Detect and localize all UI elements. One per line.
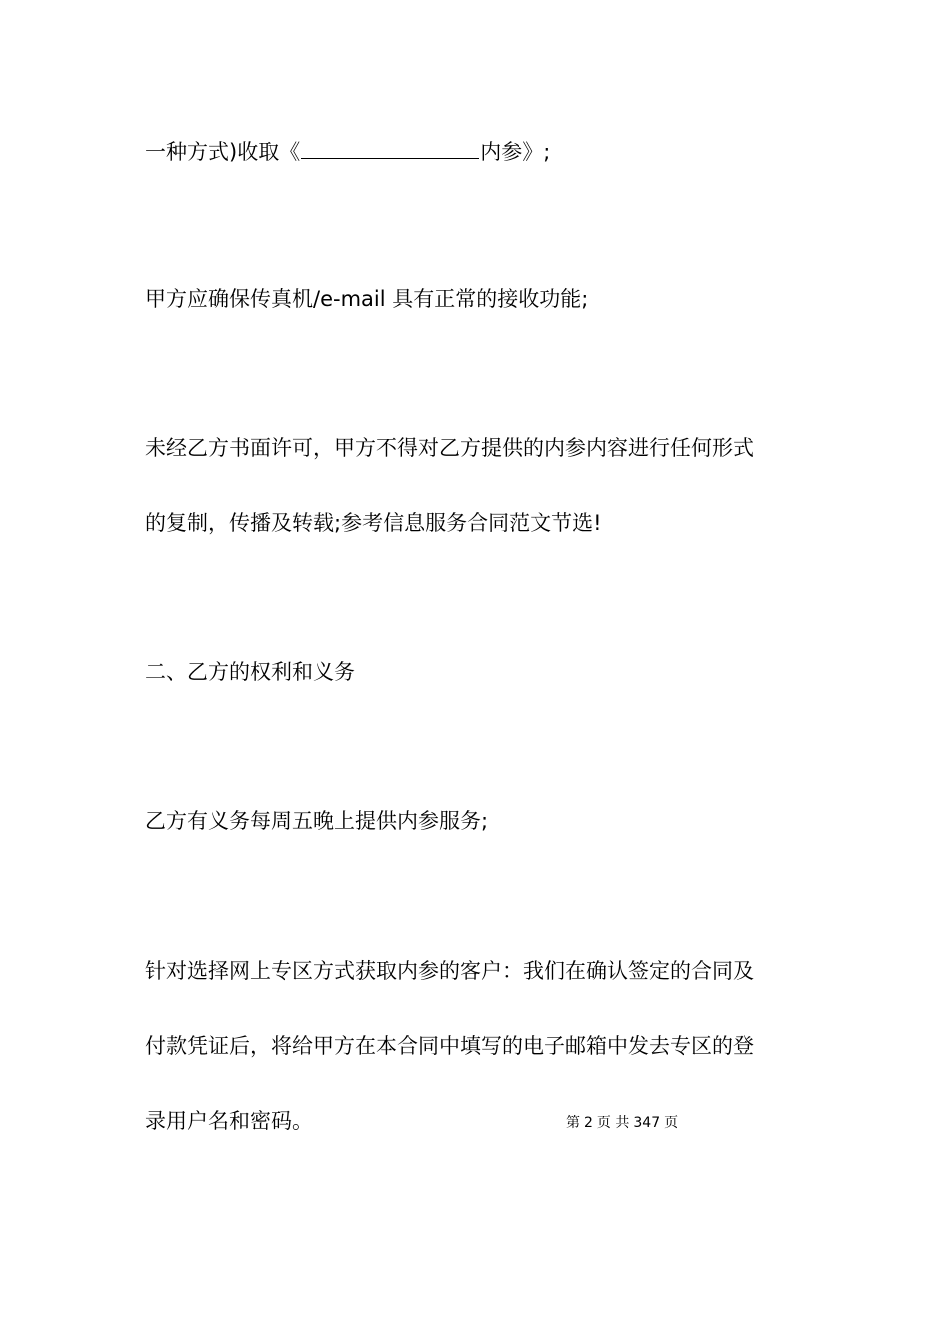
footer-total-pages: 347 <box>633 1115 661 1131</box>
footer-prefix: 第 <box>566 1115 580 1131</box>
paragraph-fax-email: 甲方应确保传真机/e-mail 具有正常的接收功能; <box>145 287 589 311</box>
paragraph-text: 一种方式)收取《 <box>145 140 301 164</box>
paragraph-online-area-line-2: 付款凭证后，将给甲方在本合同中填写的电子邮箱中发去专区的登 <box>145 1034 754 1058</box>
paragraph-text: 内参》; <box>480 140 551 164</box>
footer-mid: 页 共 <box>596 1115 630 1131</box>
fill-in-blank <box>301 138 479 159</box>
footer-suffix: 页 <box>664 1115 679 1131</box>
paragraph-online-area-line-1: 针对选择网上专区方式获取内参的客户：我们在确认签定的合同及 <box>145 959 754 983</box>
paragraph-copyright-line-2: 的复制，传播及转载;参考信息服务合同范文节选! <box>145 511 602 535</box>
page-number-footer <box>566 1114 682 1132</box>
paragraph-weekly-service: 乙方有义务每周五晚上提供内参服务; <box>145 809 489 833</box>
paragraph-online-area-line-3: 录用户名和密码。 <box>145 1109 313 1133</box>
section-heading: 二、乙方的权利和义务 <box>145 660 355 684</box>
paragraph-receive-method <box>145 138 550 165</box>
footer-page-number: 2 <box>584 1115 593 1131</box>
paragraph-copyright-line-1: 未经乙方书面许可，甲方不得对乙方提供的内参内容进行任何形式 <box>145 436 754 460</box>
